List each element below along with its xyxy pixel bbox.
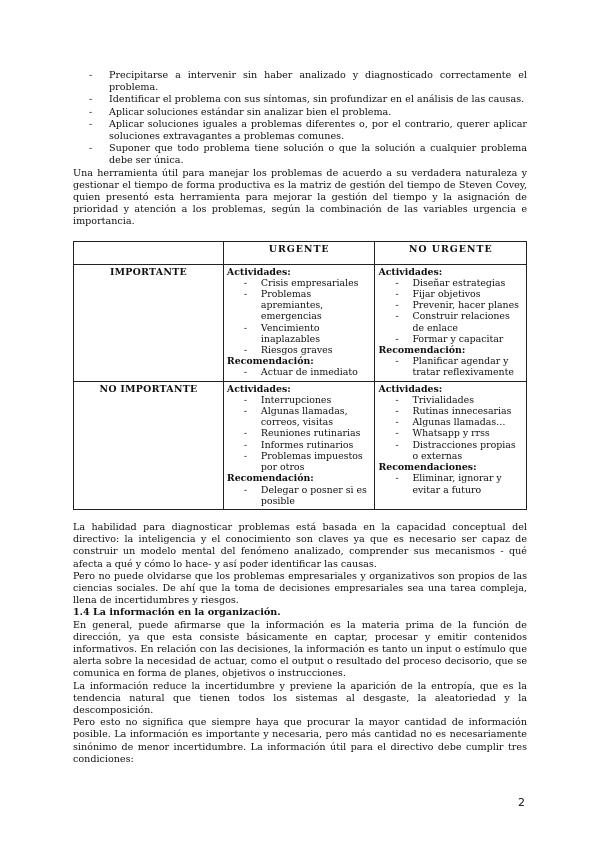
- recommendation-label: Recomendación:: [226, 473, 314, 485]
- list-item: - Suponer que todo problema tiene solución o que la solución a cualquier problema debe ser única.: [109, 143, 527, 167]
- list-item: - Algunas llamadas, correos, visitas: [261, 406, 372, 428]
- list-item: - Whatsapp y rrss: [412, 428, 523, 439]
- activities-label: Actividades:: [226, 266, 291, 278]
- paragraph: La información reduce la incertidumbre y previene la aparición de la entropía, que es la tendencia natural que tienen todos los sistemas al desgaste, la aleatoriedad y la descomposición.: [73, 680, 527, 716]
- paragraph: La habilidad para diagnosticar problemas está basada en la capacidad conceptual del directivo: la inteligencia y el conocimiento son claves ya que es necesario ser capaz de construir un modelo mental del fenómeno analizado, comprender sus mecanismos - qué afecta a qué y cómo lo hace- y así poder identificar las causas.: [73, 521, 527, 570]
- list-item: - Distracciones propias o externas: [412, 440, 523, 462]
- list-item: - Trivialidades: [412, 395, 523, 406]
- list-item: - Aplicar soluciones estándar sin analizar bien el problema.: [109, 107, 527, 119]
- list-item: - Construir relaciones de enlace: [412, 311, 523, 333]
- recommendation-label: Recomendaciones:: [378, 462, 477, 474]
- recommendations-list: [378, 473, 523, 495]
- list-item: - Prevenir, hacer planes: [412, 300, 523, 311]
- recommendation-label: Recomendación:: [226, 356, 314, 368]
- list-item: - Planificar agendar y tratar reflexivamente: [412, 356, 523, 378]
- list-item: - Precipitarse a intervenir sin haber analizado y diagnosticado correctamente el problema.: [109, 70, 527, 94]
- matrix-corner-cell: [74, 241, 224, 264]
- activities-list: [378, 395, 523, 462]
- list-item: - Informes rutinarios: [261, 440, 372, 451]
- list-item: - Interrupciones: [261, 395, 372, 406]
- list-item: - Identificar el problema con sus síntomas, sin profundizar en el análisis de las causas.: [109, 94, 527, 106]
- paragraph: En general, puede afirmarse que la información es la materia prima de la función de dirección, ya que esta consiste básicamente en captar, procesar y emitir contenidos informativos. En relación con las decisiones, la información es tanto un input o estímulo que alerta sobre la necesidad de actuar, como el output o resultado del proceso decisorio, que se comunica en forma de planes, objetivos o instrucciones.: [73, 619, 527, 680]
- document-body: [73, 70, 527, 766]
- list-item: - Diseñar estrategias: [412, 278, 523, 289]
- row-header-not-important: NO IMPORTANTE: [74, 381, 224, 509]
- list-item: - Vencimiento inaplazables: [261, 323, 372, 345]
- list-item: - Aplicar soluciones iguales a problemas diferentes o, por el contrario, querer aplicar soluciones extravagantes a problemas comunes.: [109, 119, 527, 143]
- list-item: - Algunas llamadas…: [412, 417, 523, 428]
- section-title: 1.4 La información en la organización.: [73, 607, 281, 619]
- recommendations-list: [378, 356, 523, 378]
- recommendations-list: [227, 367, 372, 378]
- col-header-urgent: URGENTE: [223, 241, 375, 264]
- activities-label: Actividades:: [226, 383, 291, 395]
- bullet-list: [73, 70, 527, 168]
- cell-not-important-urgent: [223, 381, 375, 509]
- activities-label: Actividades:: [378, 266, 443, 278]
- cell-important-not-urgent: [375, 264, 527, 381]
- activities-label: Actividades:: [378, 383, 443, 395]
- list-item: - Crisis empresariales: [261, 278, 372, 289]
- row-header-important: IMPORTANTE: [74, 264, 224, 381]
- list-item: - Riesgos graves: [261, 345, 372, 356]
- list-item: - Rutinas innecesarias: [412, 406, 523, 417]
- time-management-matrix: [73, 241, 527, 510]
- page-number: 2: [518, 796, 525, 809]
- intro-paragraph: Una herramienta útil para manejar los problemas de acuerdo a su verdadera naturaleza y gestionar el tiempo de forma productiva es la matriz de gestión del tiempo de Steven Covey, quien presentó esta herramienta para mejorar la gestión del tiempo y la asignación de prioridad y atención a los problemas, según la combinación de las variables urgencia e importancia.: [73, 167, 527, 228]
- list-item: - Delegar o posner si es posible: [261, 485, 372, 507]
- list-item: - Problemas apremiantes, emergencias: [261, 289, 372, 323]
- activities-list: [227, 278, 372, 356]
- cell-not-important-not-urgent: [375, 381, 527, 509]
- list-item: - Problemas impuestos por otros: [261, 451, 372, 473]
- paragraph: Pero no puede olvidarse que los problemas empresariales y organizativos son propios de las ciencias sociales. De ahí que la toma de decisiones empresariales sea una tarea compleja, llena de incertidumbres y riesgos.: [73, 570, 527, 607]
- list-item: - Fijar objetivos: [412, 289, 523, 300]
- paragraph: Pero esto no significa que siempre haya que procurar la mayor cantidad de información posible. La información es importante y necesaria, pero más cantidad no es necesariamente sinónimo de menor incertidumbre. La información útil para el directivo debe cumplir tres condiciones:: [73, 717, 527, 765]
- activities-list: [378, 278, 523, 345]
- recommendations-list: [227, 485, 372, 507]
- list-item: - Actuar de inmediato: [261, 367, 372, 378]
- activities-list: [227, 395, 372, 473]
- cell-important-urgent: [223, 264, 375, 381]
- list-item: - Reuniones rutinarias: [261, 428, 372, 439]
- col-header-not-urgent: NO URGENTE: [375, 241, 527, 264]
- list-item: - Eliminar, ignorar y evitar a futuro: [412, 473, 523, 495]
- list-item: - Formar y capacitar: [412, 334, 523, 345]
- recommendation-label: Recomendación:: [378, 345, 466, 357]
